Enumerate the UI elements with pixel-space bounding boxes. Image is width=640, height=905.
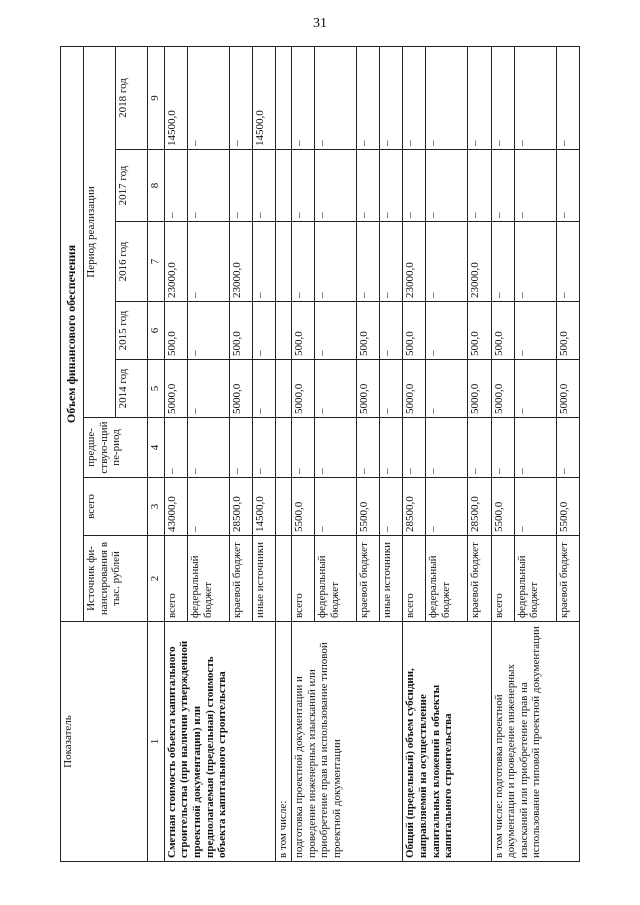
value-cell: – [491,222,514,302]
value-cell: – [356,150,379,222]
indicator-cell: в том числе: [276,622,292,862]
value-cell: – [491,418,514,478]
value-cell: – [380,418,403,478]
value-cell: – [514,478,556,536]
value-cell: – [556,222,579,302]
value-cell: – [426,302,468,360]
value-cell: – [426,418,468,478]
column-number: 1 [147,622,164,862]
value-cell: – [187,150,229,222]
value-cell [276,302,292,360]
value-cell: – [315,222,357,302]
value-cell: – [491,46,514,149]
header-period: Период реализации [84,46,116,417]
value-cell: 28500,0 [229,478,252,536]
header-total: всего [84,478,148,536]
value-cell: – [315,418,357,478]
header-year: 2018 год [115,46,147,149]
value-cell: – [380,302,403,360]
value-cell: 5000,0 [291,360,314,418]
value-cell: – [514,222,556,302]
table-frame [60,47,580,862]
value-cell: – [291,222,314,302]
value-cell: – [426,478,468,536]
value-cell: – [253,150,276,222]
value-cell: 5000,0 [229,360,252,418]
source-cell: краевой бюджет [356,536,379,622]
value-cell: 14500,0 [253,46,276,149]
source-cell: всего [403,536,426,622]
value-cell: 23000,0 [403,222,426,302]
source-cell: всего [291,536,314,622]
table-row [491,46,514,861]
value-cell: – [315,302,357,360]
value-cell [276,418,292,478]
indicator-cell: Сметная стоимость объекта капитального строительства (при наличии утвержденной проектной документации) или предполагаемая (предельная) стоимость объекта капитального строительства [164,622,275,862]
value-cell [276,478,292,536]
header-year: 2015 год [115,302,147,360]
value-cell: – [514,302,556,360]
value-cell: 28500,0 [403,478,426,536]
value-cell: – [187,360,229,418]
rotated-table-container [60,47,580,862]
source-cell: иные источники [253,536,276,622]
value-cell: – [291,418,314,478]
source-cell: всего [164,536,187,622]
value-cell: – [229,418,252,478]
value-cell: 5000,0 [164,360,187,418]
value-cell: – [315,46,357,149]
source-cell: федеральный бюджет [514,536,556,622]
value-cell: – [514,418,556,478]
value-cell [276,46,292,149]
page-number: 31 [313,16,327,31]
value-cell: 500,0 [556,302,579,360]
value-cell [276,150,292,222]
table-row [164,46,187,861]
value-cell: 14500,0 [164,46,187,149]
value-cell [276,222,292,302]
value-cell: – [514,150,556,222]
value-cell: – [468,46,491,149]
value-cell: – [187,302,229,360]
value-cell: – [291,150,314,222]
value-cell: – [380,360,403,418]
source-cell: федеральный бюджет [315,536,357,622]
value-cell: 5500,0 [291,478,314,536]
value-cell: – [491,150,514,222]
value-cell: 5500,0 [356,478,379,536]
header-source: Источник фи-нансирования в тыс. рублей [84,536,148,622]
value-cell: 5000,0 [491,360,514,418]
table-row [403,46,426,861]
value-cell: 500,0 [491,302,514,360]
value-cell: – [253,360,276,418]
source-cell [276,536,292,622]
indicator-cell: в том числе: подготовка проектной документации и проведение инженерных изысканий или приобретение прав на использование типовой проектной документации [491,622,579,862]
value-cell: – [380,478,403,536]
value-cell: – [315,150,357,222]
source-cell: краевой бюджет [468,536,491,622]
value-cell: 500,0 [356,302,379,360]
value-cell: – [556,46,579,149]
value-cell: – [468,418,491,478]
table-row [276,46,292,861]
value-cell: – [380,46,403,149]
value-cell: – [229,46,252,149]
header-indicator: Показатель [61,622,148,862]
value-cell: – [187,46,229,149]
header-year: 2017 год [115,150,147,222]
column-numbers-row [147,46,164,861]
column-number: 4 [147,418,164,478]
value-cell: – [403,46,426,149]
value-cell: – [380,222,403,302]
value-cell: – [229,150,252,222]
value-cell: 500,0 [229,302,252,360]
value-cell: 14500,0 [253,478,276,536]
header-previous-period: предше-ствую-щий пе-риод [84,418,148,478]
header-year: 2014 год [115,360,147,418]
column-number: 5 [147,360,164,418]
value-cell: – [356,418,379,478]
value-cell: – [291,46,314,149]
value-cell: – [164,150,187,222]
value-cell: 500,0 [164,302,187,360]
value-cell: 5000,0 [468,360,491,418]
value-cell: 5000,0 [556,360,579,418]
value-cell: – [380,150,403,222]
value-cell: – [187,418,229,478]
value-cell: – [356,222,379,302]
value-cell: 23000,0 [468,222,491,302]
value-cell: – [403,418,426,478]
indicator-cell: Общий (предельный) объем субсидии, направляемой на осуществление капитальных вложений в объекты капитального строительства [403,622,491,862]
value-cell: – [315,360,357,418]
value-cell: – [426,222,468,302]
value-cell: – [426,150,468,222]
value-cell: – [514,360,556,418]
value-cell: 500,0 [403,302,426,360]
column-number: 9 [147,46,164,149]
value-cell: – [253,418,276,478]
value-cell [276,360,292,418]
table-title: Объем финансового обеспечения [61,46,84,621]
value-cell: – [187,222,229,302]
source-cell: всего [491,536,514,622]
column-number: 6 [147,302,164,360]
column-number: 2 [147,536,164,622]
value-cell: – [253,302,276,360]
source-cell: федеральный бюджет [426,536,468,622]
value-cell: 500,0 [291,302,314,360]
value-cell: – [426,360,468,418]
value-cell: – [187,478,229,536]
value-cell: – [556,150,579,222]
value-cell: – [164,418,187,478]
source-cell: краевой бюджет [556,536,579,622]
value-cell: 5000,0 [403,360,426,418]
value-cell: 28500,0 [468,478,491,536]
value-cell: – [514,46,556,149]
value-cell: – [356,46,379,149]
value-cell: 500,0 [468,302,491,360]
source-cell: федеральный бюджет [187,536,229,622]
value-cell: – [315,478,357,536]
value-cell: 5500,0 [491,478,514,536]
indicator-cell: подготовка проектной документации и проведение инженерных изысканий или приобретение прав на использование типовой проектной документации [291,622,402,862]
header-year: 2016 год [115,222,147,302]
source-cell: краевой бюджет [229,536,252,622]
value-cell: – [426,46,468,149]
value-cell: 5000,0 [356,360,379,418]
table-body [164,46,579,861]
table-row [291,46,314,861]
value-cell: 23000,0 [229,222,252,302]
value-cell: – [403,150,426,222]
column-number: 8 [147,150,164,222]
value-cell: 5500,0 [556,478,579,536]
value-cell: – [556,418,579,478]
value-cell: 23000,0 [164,222,187,302]
value-cell: – [468,150,491,222]
column-number: 7 [147,222,164,302]
value-cell: 43000,0 [164,478,187,536]
source-cell: иные источники [380,536,403,622]
value-cell: – [253,222,276,302]
column-number: 3 [147,478,164,536]
financing-table [60,46,580,862]
